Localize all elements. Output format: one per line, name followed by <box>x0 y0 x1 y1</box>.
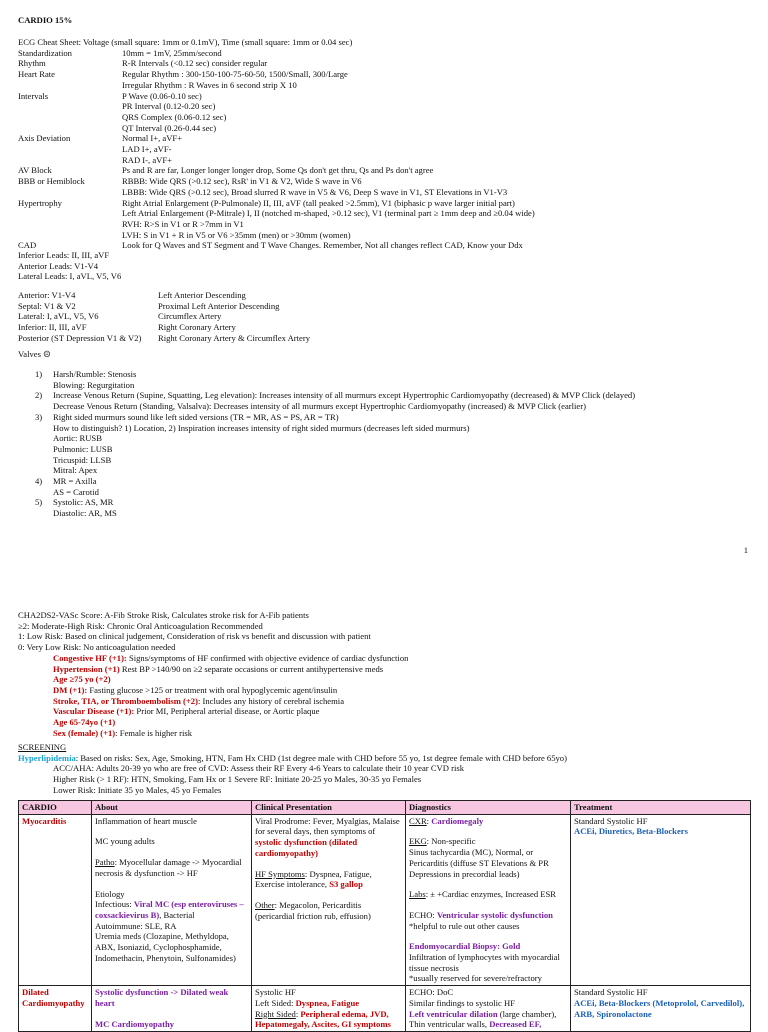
about-cell <box>92 814 252 985</box>
chads-desc: Prior MI, Peripheral arterial disease, or Aortic plaque <box>134 706 320 717</box>
territory-artery: Proximal Left Anterior Descending <box>158 300 280 311</box>
valve-num: 1) <box>35 369 43 379</box>
col-header: Clinical Presentation <box>252 801 406 815</box>
treatment-cell <box>571 814 751 985</box>
clinical-right-b: Peripheral edema, JVD, <box>300 1008 389 1019</box>
etiology-uremia: Uremia meds (Clozapine, Methyldopa, ABX, Isoniazid, Cyclophosphamide, Indomethacin, Phenytoin, Sulfonamides) <box>95 931 236 963</box>
screening-term: Hyperlipidemia <box>18 752 76 763</box>
dx-echo <box>409 910 567 921</box>
ecg-value: LAD I+, aVF- <box>122 144 172 154</box>
territory-lead: Septal: V1 & V2 <box>18 300 76 311</box>
territory-lead: Anterior: V1-V4 <box>18 290 76 300</box>
clinical-cell <box>252 986 406 1032</box>
cardio-table <box>18 800 751 1032</box>
row-name: Dilated Cardiomyopathy <box>22 987 85 1008</box>
valve-line: Mitral: Apex <box>53 465 98 476</box>
about-text: Inflammation of heart muscle <box>95 815 197 826</box>
ecg-value: RVH: R>S in V1 or R >7mm in V1 <box>122 218 244 229</box>
col-header: Treatment <box>571 801 751 815</box>
dx-labs-value: : ± +Cardiac enzymes, Increased ESR <box>425 889 557 900</box>
ecg-value: QRS Complex (0.06-0.12 sec) <box>122 111 227 122</box>
valve-line: AS = Carotid <box>53 486 99 497</box>
chads-item <box>53 717 115 728</box>
clinical-other-text: : Megacolon, Pericarditis (pericardial friction rub, effusion) <box>255 899 371 921</box>
clinical-hf-b: S3 gallop <box>329 879 363 890</box>
ecg-value: QT Interval (0.26-0.44 sec) <box>122 122 217 133</box>
valve-line: Blowing: Regurgitation <box>53 379 135 390</box>
clinical-text <box>255 816 402 859</box>
dx-biopsy: Endomyocardial Biopsy: Gold <box>409 941 521 952</box>
lead-line: Inferior Leads: II, III, aVF <box>18 250 110 260</box>
col-header: Diagnostics <box>406 801 571 815</box>
dx-text: Similar findings to systolic HF <box>409 997 515 1008</box>
clinical-left-a: Left Sided: <box>255 997 296 1008</box>
patho-text <box>95 857 248 878</box>
ecg-value: 10mm = 1mV, 25mm/second <box>122 47 222 58</box>
dx-biopsy-text: Infiltration of lymphocytes with myocardial tissue necrosis <box>409 952 560 973</box>
ecg-label: Hypertrophy <box>18 197 62 208</box>
clinical-text-b: systolic dysfunction (dilated cardiomyopathy) <box>255 837 358 858</box>
chads-term: Congestive HF (+1): <box>53 652 127 663</box>
valve-line: Right sided murmurs sound like left sided versions (TR = MR, AS = PS, AR = TR) <box>53 411 339 422</box>
chads-term: Vascular Disease (+1): <box>53 706 135 717</box>
infectious-viral: Viral MC (esp enteroviruses – coxsackievirus B) <box>95 899 244 920</box>
valve-line: Harsh/Rumble: Stenosis <box>53 369 137 379</box>
ecg-label: Rhythm <box>18 58 46 69</box>
infectious-label: Infectious: <box>95 899 134 910</box>
screening-hyperlipidemia <box>18 753 567 764</box>
dx-text: ECHO: DoC <box>409 987 454 998</box>
clinical-hf <box>255 869 402 890</box>
valve-line: Pulmonic: LUSB <box>53 443 113 454</box>
ecg-heading-text: ECG Cheat Sheet: Voltage (small square: 1mm or 0.1mV), Time (small square: 1mm or 0.04 sec) <box>18 37 353 47</box>
ecg-value: LVH: S in V1 + R in V5 or V6 >35mm (men) or >30mm (women) <box>122 229 351 240</box>
ecg-value: Irregular Rhythm : R Waves in 6 second strip X 10 <box>122 79 297 90</box>
chads-desc: : Includes any history of cerebral ischemia <box>197 695 345 706</box>
valve-line: Tricuspid: LLSB <box>53 454 112 465</box>
tx-drugs-a: ACEi, Beta-Blockers (Metoprolol, Carvedilol) <box>574 997 743 1008</box>
tx-drugs <box>574 998 747 1019</box>
ecg-label: Heart Rate <box>18 69 55 80</box>
screening-desc: : Based on risks: Sex, Age, Smoking, HTN, Fam Hx CHD (1st degree male with CHD before 55 yo, 1st degree female with CHD before 65yo) <box>75 752 567 763</box>
territory-artery: Left Anterior Descending <box>158 290 246 300</box>
chads-intro-line: 1: Low Risk: Based on clinical judgement, Consideration of risk vs benefit and discussion with patient <box>18 631 371 642</box>
chads-item <box>53 664 383 675</box>
ecg-value: RBBB: Wide QRS (>0.12 sec), RsR' in V1 & V2, Wide S wave in V6 <box>122 176 362 187</box>
valve-line: Systolic: AS, MR <box>53 497 114 508</box>
lead-line: Lateral Leads: I, aVL, V5, V6 <box>18 271 122 282</box>
about-cell <box>92 986 252 1032</box>
ecg-value: Right Atrial Enlargement (P-Pulmonale) II, III, aVF (tall peaked >2.5mm), V1 (biphasic p wave larger initial part) <box>122 197 515 208</box>
diagnostics-cell <box>406 814 571 985</box>
ecg-value: P Wave (0.06-0.10 sec) <box>122 90 202 101</box>
chads-item <box>53 728 192 739</box>
dx-cxr-label: CXR <box>409 815 427 826</box>
chads-term: Hypertension (+1) <box>53 663 120 674</box>
dx-ekg-2: Sinus tachycardia (MC), Normal, or Pericarditis (diffuse ST Elevations & PR Depressions in precordial leads) <box>409 847 549 879</box>
valves-list <box>0 369 768 519</box>
dx-dilation: Left ventricular dilation <box>409 1008 498 1019</box>
infectious-rest: , Bacterial <box>159 909 195 920</box>
etiology-infectious <box>95 899 248 920</box>
valve-line: How to distinguish? 1) Location, 2) Inspiration increases intensity of right sided murmurs (decreases left sided murmurs) <box>53 422 470 433</box>
dx-labs <box>409 889 567 900</box>
table-header-row <box>19 801 751 815</box>
patho-desc: : Myocellular damage -> Myocardial necrosis & dysfunction -> HF <box>95 857 242 878</box>
ecg-value: Regular Rhythm : 300-150-100-75-60-50, 1500/Small, 300/Large <box>122 69 348 80</box>
dx-walls: Thin ventricular walls, <box>409 1019 490 1030</box>
chads-desc: Signs/symptoms of HF confirmed with objective evidence of cardiac dysfunction <box>126 652 409 663</box>
screening-title: SCREENING <box>18 742 67 752</box>
valve-line: Decrease Venous Return (Standing, Valsalva): Decreases intensity of all murmurs except Hypertrophic Cardiomyopathy (increased) & MVP Click (earlier) <box>53 401 586 412</box>
dx-cxr-value: Cardiomegaly <box>431 815 484 826</box>
valve-num: 5) <box>35 497 43 508</box>
col-header: CARDIO <box>19 801 92 815</box>
table-row <box>19 814 751 985</box>
row-name: Myocarditis <box>22 815 67 826</box>
ecg-label: CAD <box>18 240 37 251</box>
chads-term: Age ≥75 yo (+2) <box>53 674 111 685</box>
dx-ekg-value: : Non-specific <box>426 836 476 847</box>
territory-lead: Posterior (ST Depression V1 & V2) <box>18 332 142 343</box>
clinical-other <box>255 900 402 921</box>
ecg-value: R-R Intervals (<0.12 sec) consider regular <box>122 58 268 69</box>
dx-ekg-label: EKG <box>409 836 427 847</box>
ecg-value: PR Interval (0.12-0.20 sec) <box>122 101 216 112</box>
tx-drugs-b: , ARB, Spironolactone <box>574 997 745 1019</box>
ecg-label: Standardization <box>18 47 72 58</box>
tx-drugs: ACEi, Diuretics, Beta-Blockers <box>574 826 688 837</box>
valve-line: Diastolic: AR, MS <box>53 508 117 519</box>
dx-text <box>409 1019 567 1030</box>
clinical-text-a: Viral Prodrome: Fever, Myalgias, Malaise for several days, then symptoms of <box>255 815 400 837</box>
clinical-left-b: Dyspnea, Fatigue <box>295 997 360 1008</box>
clinical-left <box>255 998 402 1009</box>
row-name-cell <box>19 986 92 1032</box>
chads-item <box>53 674 111 685</box>
about-text: Systolic dysfunction -> Dilated weak heart <box>95 987 229 1008</box>
ecg-value: RAD I-, aVF+ <box>122 154 172 165</box>
treatment-cell <box>571 986 751 1032</box>
valve-num: 4) <box>35 476 43 486</box>
clinical-right-2: Hepatomegaly, Ascites, GI symptoms <box>255 1019 391 1030</box>
chads-term: Age 65-74yo (+1) <box>53 717 116 727</box>
dx-text <box>409 1009 567 1020</box>
table-row <box>19 986 751 1032</box>
chads-intro-line: ≥2: Moderate-High Risk: Chronic Oral Anticoagulation Recommended <box>18 620 263 631</box>
dx-biopsy-note: *usually reserved for severe/refractory <box>409 973 542 984</box>
valves-title: Valves ☹ <box>18 349 51 359</box>
valve-num: 3) <box>35 411 43 422</box>
dx-echo-note: *helpful to rule out other causes <box>409 920 520 931</box>
territory-lead: Lateral: I, aVL, V5, V6 <box>18 311 99 322</box>
dx-ekg <box>409 836 567 847</box>
ecg-value: Left Atrial Enlargement (P-Mitrale) I, II (notched m-shaped, >0.12 sec), V1 (terminal part ≥ 1mm deep and ≥0.04 wide) <box>122 208 535 219</box>
chads-term: DM (+1): <box>53 684 88 695</box>
col-header: About <box>92 801 252 815</box>
ecg-value: Look for Q Waves and ST Segment and T Wave Changes. Remember, Not all changes reflect CAD, Know your Ddx <box>122 240 523 251</box>
patho-label: Patho <box>95 857 115 868</box>
dx-echo-value: Ventricular systolic dysfunction <box>436 909 553 920</box>
dx-echo-label: ECHO: <box>409 909 437 920</box>
valve-line: Aortic: RUSB <box>53 433 102 444</box>
etiology-title: Etiology <box>95 888 125 899</box>
clinical-hf-a: : Dyspnea, Fatigue, Exercise intolerance, <box>255 868 372 890</box>
dx-dilation-note: (large chamber), <box>497 1008 557 1019</box>
dx-labs-label: Labs <box>409 889 426 900</box>
clinical-text: Systolic HF <box>255 987 296 998</box>
chads-intro-line: CHA2DS2-VASc Score: A-Fib Stroke Risk, Calculates stroke risk for A-Fib patients <box>18 610 309 620</box>
screening-line: ACC/AHA: Adults 20-39 yo who are free of CVD: Assess their RF Every 4-6 Years to calculate their 10 year CVD risk <box>53 763 465 774</box>
chads-item <box>53 696 344 707</box>
lead-line: Anterior Leads: V1-V4 <box>18 260 99 271</box>
dx-cxr: CXR: Cardiomegaly <box>409 815 484 826</box>
page-number: 1 <box>743 545 748 555</box>
chads-item <box>53 685 337 696</box>
chads-intro-line: 0: Very Low Risk: No anticoagulation needed <box>18 642 176 653</box>
about-text: MC Cardiomyopathy <box>95 1018 175 1029</box>
ecg-value: LBBB: Wide QRS (>0.12 sec), Broad slurred R wave in V5 & V6, Deep S wave in V1, ST Elevations in V1-V3 <box>122 186 508 197</box>
chads-term: Stroke, TIA, or Thromboembolism (+2) <box>53 695 198 706</box>
ecg-label: Intervals <box>18 90 49 101</box>
valve-line: MR = Axilla <box>53 476 97 486</box>
ecg-value: Ps and R are far, Longer longer longer drop, Some Qs don't get thru, Qs and Ps don't agree <box>122 165 434 176</box>
clinical-hf-label: HF Symptoms <box>255 868 305 879</box>
chads-desc: Fasting glucose >125 or treatment with oral hypoglycemic agent/insulin <box>87 684 338 695</box>
row-name-cell <box>19 814 92 985</box>
clinical-right <box>255 1009 402 1020</box>
territory-artery: Right Coronary Artery & Circumflex Artery <box>158 332 311 343</box>
screening-line: Lower Risk: Initiate 35 yo Males, 45 yo Females <box>53 784 222 795</box>
chads-desc: : Female is higher risk <box>115 727 193 738</box>
page-title: CARDIO 15% <box>18 15 73 25</box>
chads-desc: Rest BP >140/90 on ≥2 separate occasions or current antihypertensive meds <box>119 663 384 674</box>
ecg-value: Normal I+, aVF+ <box>122 133 183 144</box>
ecg-label: BBB or Hemiblock <box>18 176 85 187</box>
tx-text: Standard Systolic HF <box>574 987 648 998</box>
diagnostics-cell <box>406 986 571 1032</box>
about-text: MC young adults <box>95 836 155 847</box>
ecg-label: AV Block <box>18 165 52 176</box>
territory-artery: Circumflex Artery <box>158 311 222 322</box>
territory-artery: Right Coronary Artery <box>158 322 236 333</box>
valve-num: 2) <box>35 390 43 401</box>
chads-item <box>53 653 408 664</box>
chads-term: Sex (female) (+1) <box>53 727 116 738</box>
valve-line: Increase Venous Return (Supine, Squatting, Leg elevation): Increases intensity of all murmurs except Hypertrophic Cardiomyopathy (decreased) & MVP Click (delayed) <box>53 390 636 401</box>
clinical-other-label: Other <box>255 899 275 910</box>
territory-lead: Inferior: II, III, aVF <box>18 322 87 333</box>
tx-text: Standard Systolic HF <box>574 815 648 826</box>
clinical-right-label: Right Sided <box>255 1008 296 1019</box>
etiology-autoimmune: Autoimmune: SLE, RA <box>95 920 177 931</box>
chads-item <box>53 706 319 717</box>
clinical-right-a: : <box>295 1008 301 1019</box>
dx-ef: Decreased EF, <box>489 1019 542 1030</box>
clinical-cell <box>252 814 406 985</box>
ecg-label: Axis Deviation <box>18 133 71 144</box>
ecg-cheat-sheet <box>0 37 768 251</box>
screening-line: Higher Risk (> 1 RF): HTN, Smoking, Fam Hx or 1 Severe RF: Initiate 20-25 yo Males, 30-35 yo Females <box>53 774 422 785</box>
